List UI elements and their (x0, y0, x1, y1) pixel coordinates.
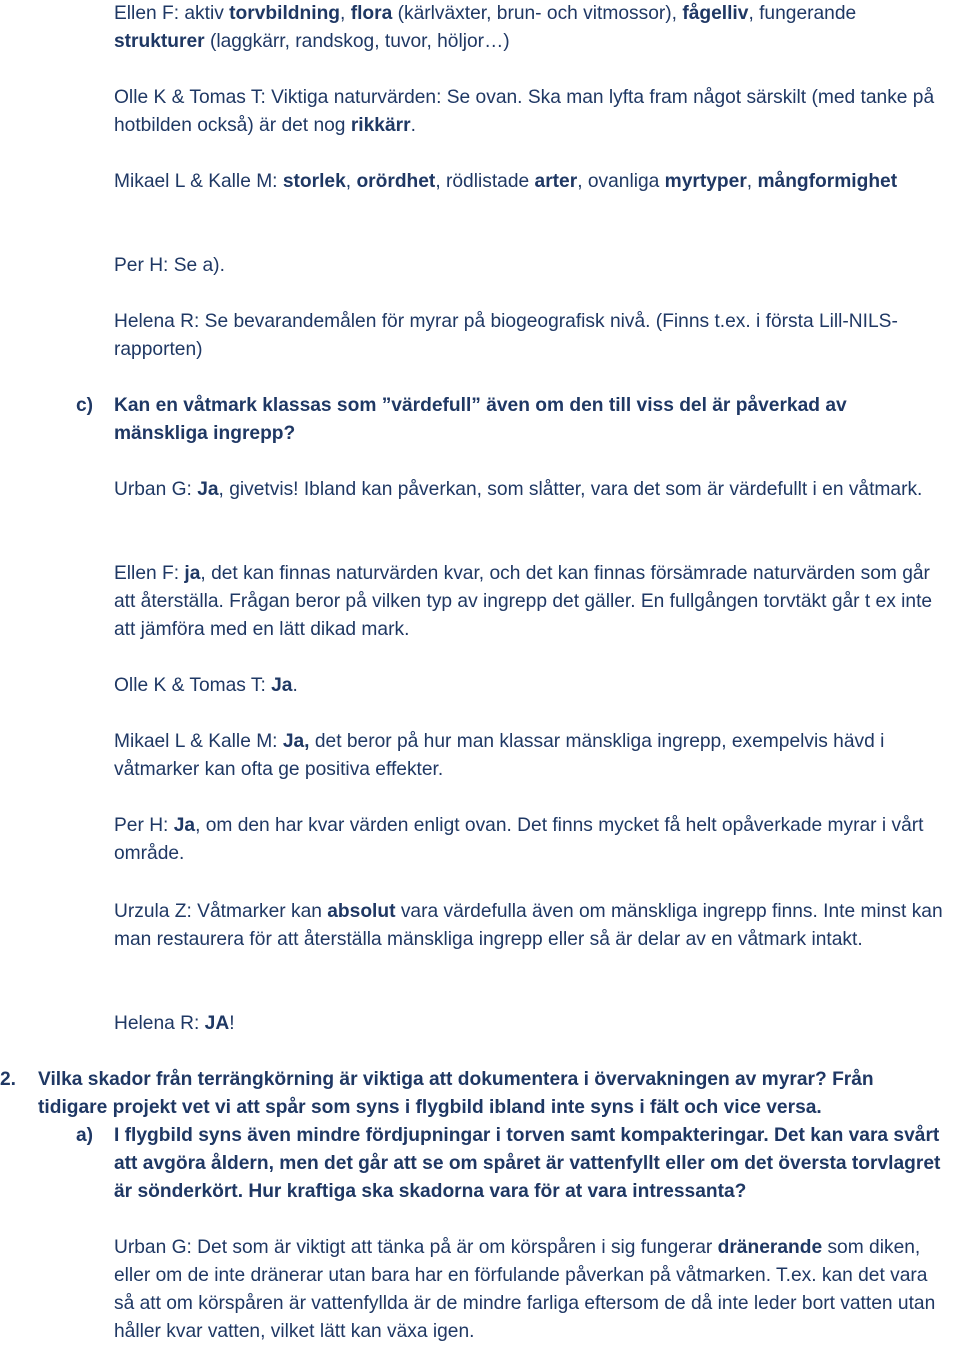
bold-term: Ja (197, 479, 219, 500)
question-a-text: I flygbild syns även mindre fördjupningar i torven samt kompakteringar. Det kan vara svårt att avgöra åldern, men det går att se om spåret är vattenfyllt eller om det översta torvlagret är sönderkört. Hur kraftiga ska skadorna vara för at vara intressanta? (114, 1125, 941, 1202)
text-run: , (345, 171, 357, 192)
text-run: , givetvis! Ibland kan påverkan, som slåtter, vara det som är värdefullt i en våtmark. (218, 479, 923, 500)
text-run: . (410, 115, 416, 136)
text-run: Olle K & Tomas T: (114, 675, 272, 696)
text-run: Per H: (114, 815, 174, 836)
text-run: Mikael L & Kalle M: (114, 731, 283, 752)
bold-term: JA (204, 1013, 230, 1034)
bold-term: flora (350, 3, 393, 24)
paragraph-ellen-f-answer (114, 560, 944, 644)
text-run: ! (229, 1013, 235, 1034)
bold-term: Ja (271, 675, 293, 696)
bold-term: Ja (173, 815, 196, 836)
text-run: Urban G: Det som är viktigt att tänka på är om körspåren i sig fungerar (114, 1237, 718, 1258)
bold-term: Ja, (282, 731, 310, 752)
text-run: , (340, 3, 351, 24)
question-2-text: Vilka skador från terrängkörning är viktiga att dokumentera i övervakningen av myrar? Från tidigare projekt vet vi att spår som syns i flygbild ibland inte syns i fält och vice versa. (38, 1069, 874, 1118)
text-run: Helena R: (114, 1013, 205, 1034)
paragraph-mikael-kalle-answer (114, 728, 944, 784)
text-run: (laggkärr, randskog, tuvor, höljor…) (204, 31, 510, 52)
text-run: Ellen F: (114, 563, 185, 584)
bold-term: dränerande (717, 1237, 823, 1258)
paragraph-per-h-values (114, 252, 944, 280)
paragraph-per-h-answer (114, 812, 944, 868)
question-c-text: Kan en våtmark klassas som ”värdefull” även om den till viss del är påverkad av mänskliga ingrepp? (114, 395, 847, 444)
bold-term: fågelliv (682, 3, 749, 24)
text-run: Helena R: Se bevarandemålen för myrar på biogeografisk nivå. (Finns t.ex. i första Lill-NILS-rapporten) (114, 311, 898, 360)
bold-term: torvbildning (229, 3, 341, 24)
paragraph-olle-tomas-values (114, 84, 944, 140)
text-run: (kärlväxter, brun- och vitmossor), (392, 3, 683, 24)
text-run: Urzula Z: Våtmarker kan (114, 901, 328, 922)
text-run: det beror på hur man klassar mänskliga ingrepp, exempelvis hävd i våtmarker kan ofta ge positiva effekter. (114, 731, 885, 780)
bold-term: mångformighet (757, 171, 898, 192)
paragraph-helena-r-values (114, 308, 944, 364)
text-run: , det kan finnas naturvärden kvar, och det kan finnas försämrade naturvärden som går att återställa. Frågan beror på vilken typ av ingrepp det gäller. En fullgången torvtäkt går t ex inte att jämföra med en lätt dikad mark. (114, 563, 933, 640)
text-run: , ovanliga (577, 171, 665, 192)
paragraph-helena-r-answer (114, 1010, 944, 1038)
bold-term: strukturer (114, 31, 205, 52)
paragraph-olle-tomas-answer (114, 672, 944, 700)
text-run: . (292, 675, 298, 696)
text-run: Olle K & Tomas T: Viktiga naturvärden: Se ovan. Ska man lyfta fram något särskilt (med tanke på hotbilden också) är det nog (114, 87, 935, 136)
paragraph-urzula-z-answer (114, 898, 944, 954)
text-run: , rödlistade (435, 171, 535, 192)
text-run: Per H: Se a). (114, 255, 225, 276)
bold-term: storlek (282, 171, 346, 192)
text-run: som diken, eller om de inte dränerar utan bara har en förfulande påverkan på våtmarken. T.ex. kan det vara så att om körspåren är vattenfyllda är de mindre farliga eftersom de då inte leder bort vatten utan håller kvar vatten, vilket lätt kan växa igen. (114, 1237, 936, 1342)
question-a-label: a) (76, 1125, 94, 1146)
text-run: , (746, 171, 758, 192)
text-run: Urban G: (114, 479, 198, 500)
bold-term: myrtyper (664, 171, 747, 192)
text-run: , om den har kvar värden enligt ovan. Det finns mycket få helt opåverkade myrar i vårt område. (114, 815, 924, 864)
bold-term: ja (184, 563, 201, 584)
text-run: Ellen F: aktiv (114, 3, 230, 24)
question-2-number: 2. (0, 1069, 17, 1090)
text-run: , fungerande (748, 3, 857, 24)
bold-term: orördhet (356, 171, 436, 192)
bold-term: rikkärr (350, 115, 411, 136)
bold-term: arter (534, 171, 578, 192)
paragraph-ellen-f-values (114, 0, 944, 56)
paragraph-mikael-kalle-values (114, 168, 944, 196)
bold-term: absolut (327, 901, 396, 922)
question-c-label: c) (76, 395, 94, 416)
paragraph-urban-g-answer (114, 476, 944, 504)
paragraph-urban-g-tracks (114, 1234, 940, 1346)
text-run: Mikael L & Kalle M: (114, 171, 283, 192)
text-run: vara värdefulla även om mänskliga ingrepp finns. Inte minst kan man restaurera för att återställa mänskliga ingrepp eller så är delar av en våtmark intakt. (114, 901, 943, 950)
